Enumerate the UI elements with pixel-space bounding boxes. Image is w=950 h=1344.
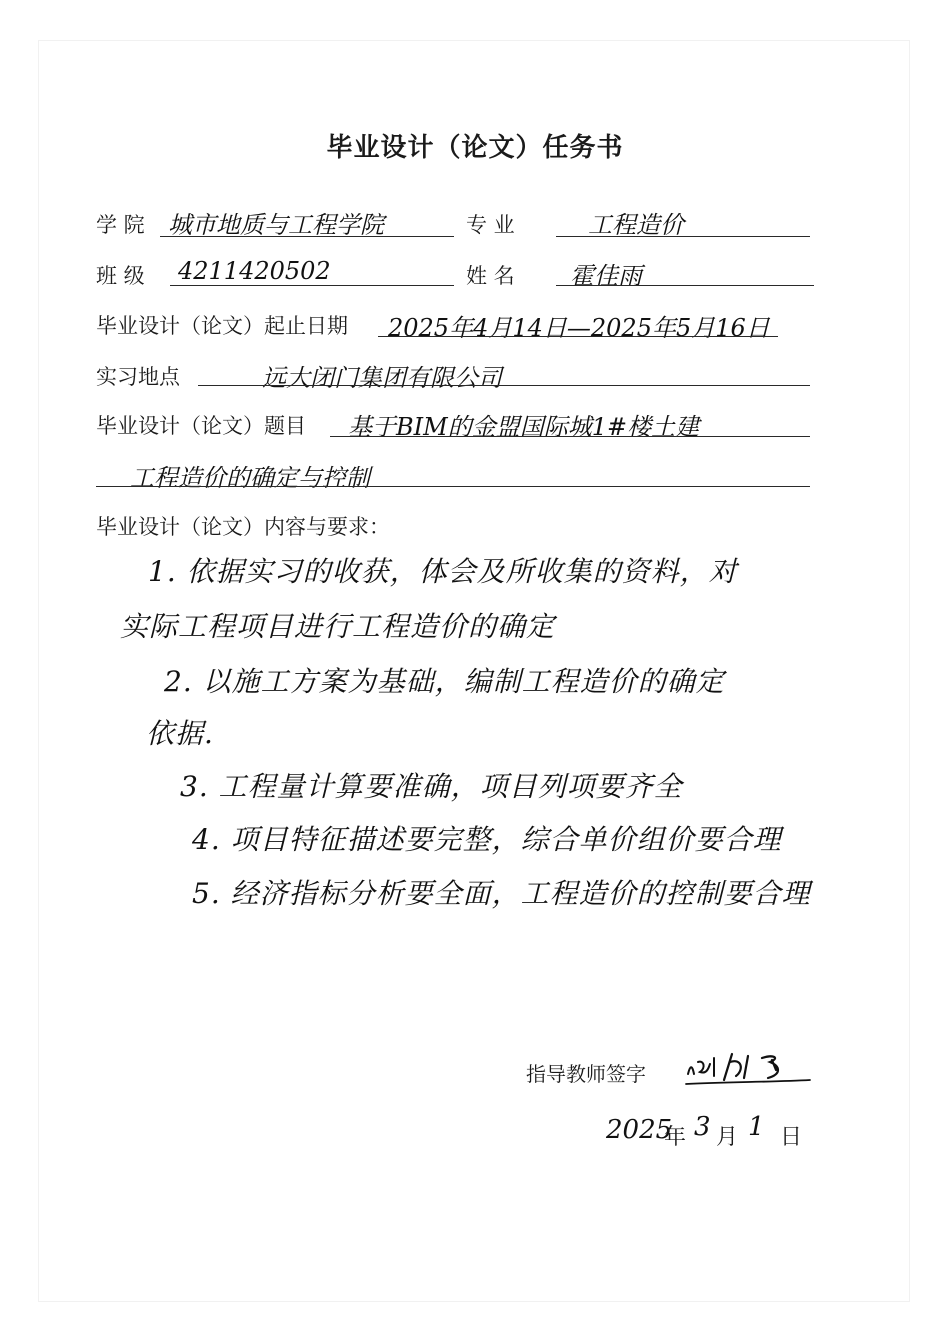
topic-underline-1 — [330, 436, 810, 437]
period-value: 2025年4月14日—2025年5月16日 — [388, 314, 770, 342]
requirement-line: 1. 依据实习的收获，体会及所收集的资料，对 — [148, 555, 738, 588]
page-title: 毕业设计（论文）任务书 — [326, 133, 624, 163]
major-label: 专 业 — [466, 213, 515, 237]
sign-date-month-char: 月 — [716, 1125, 739, 1150]
period-underline — [378, 336, 778, 337]
college-underline — [160, 236, 454, 237]
sign-date-day-char: 日 — [780, 1125, 803, 1150]
sign-date-year-char: 年 — [664, 1125, 687, 1150]
topic-line2: 工程造价的确定与控制 — [130, 464, 370, 492]
class-value: 4211420502 — [178, 257, 331, 285]
advisor-signature — [684, 1040, 814, 1090]
college-value: 城市地质与工程学院 — [168, 211, 384, 239]
sign-date-year: 2025 — [606, 1115, 673, 1145]
requirement-line: 4. 项目特征描述要完整，综合单价组价要合理 — [192, 823, 782, 856]
topic-label: 毕业设计（论文）题目 — [96, 414, 306, 438]
college-label: 学 院 — [96, 213, 145, 237]
location-value: 远大闭门集团有限公司 — [262, 364, 502, 392]
class-underline — [170, 285, 454, 286]
advisor-signature-label: 指导教师签字 — [526, 1062, 646, 1086]
period-label: 毕业设计（论文）起止日期 — [96, 314, 348, 338]
requirements-label: 毕业设计（论文）内容与要求： — [96, 515, 390, 539]
class-label: 班 级 — [96, 264, 145, 288]
requirement-line: 3. 工程量计算要准确，项目列项要齐全 — [180, 770, 683, 803]
topic-underline-2 — [96, 486, 810, 487]
requirement-line: 依据. — [146, 717, 214, 750]
name-label: 姓 名 — [466, 264, 515, 288]
topic-line1: 基于BIM的金盟国际城1#楼土建 — [348, 413, 700, 441]
major-underline — [556, 236, 810, 237]
sign-date-day: 1 — [748, 1112, 765, 1142]
location-underline — [198, 385, 810, 386]
requirement-line: 5. 经济指标分析要全面，工程造价的控制要合理 — [192, 877, 811, 910]
requirement-line: 实际工程项目进行工程造价的确定 — [120, 610, 556, 643]
requirement-line: 2. 以施工方案为基础，编制工程造价的确定 — [164, 665, 725, 698]
location-label: 实习地点 — [96, 365, 180, 389]
name-underline — [556, 285, 814, 286]
major-value: 工程造价 — [588, 211, 684, 239]
sign-date-month: 3 — [694, 1112, 711, 1142]
name-value: 霍佳雨 — [570, 262, 642, 290]
